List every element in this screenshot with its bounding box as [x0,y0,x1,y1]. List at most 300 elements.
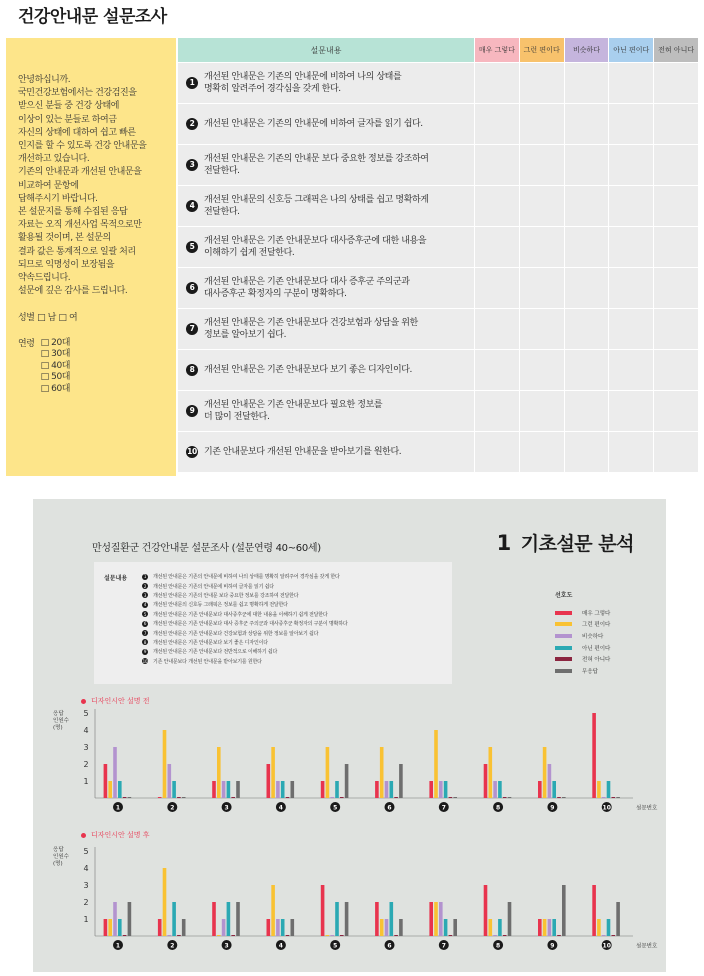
table-row [178,350,698,390]
question-summary-text: 개선된 안내문은 기존 안내문보다 대사 증후군 주의군과 대사증후군 확정자의 구분이 명확하다 [153,621,348,628]
chart-before [33,696,666,821]
question-text: 개선된 안내문은 기존의 안내문에 비하여 나의 상태를 명확히 알려주어 경각심을 갖게 한다. [204,72,402,95]
legend-swatch [555,611,572,615]
table-row [178,145,698,185]
bar [538,781,542,798]
table-row [178,391,698,431]
answer-cell[interactable] [475,104,519,144]
answer-cell[interactable] [520,186,564,226]
answer-cell[interactable] [565,145,609,185]
bar [104,919,108,936]
bar [489,747,493,798]
bar [592,885,596,936]
x-tick-label: 6 [387,804,392,812]
table-row [178,268,698,308]
intro-panel [6,38,176,476]
legend-label: 그런 편이다 [582,622,611,629]
answer-cell[interactable] [609,350,653,390]
answer-cell[interactable] [475,432,519,472]
answer-cell[interactable] [520,63,564,103]
bar [385,919,389,936]
question-text: 개선된 안내문은 기존 안내문보다 대사 증후군 주의군과 대사증후군 확정자의 구분이 명확하다. [204,277,410,300]
bar [172,902,176,936]
bar [390,781,394,798]
survey-table [178,38,698,472]
question-summary-text: 개선된 안내문은 기존의 안내문 보다 중요한 정보를 강조하여 전달한다 [153,592,299,599]
bar [592,713,596,798]
legend-label: 전혀 아니다 [582,657,611,664]
question-summary-number: 8 [143,639,147,645]
question-summary-text: 개선된 안내문은 기존의 안내문에 비하여 나의 상태를 명확히 알려주어 경각심을 갖게 한다 [153,574,340,581]
chart-legend [555,590,645,677]
question-text: 개선된 안내문은 기존 안내문보다 보기 좋은 디자인이다. [204,365,412,376]
bar [444,919,448,936]
question-summary-text: 개선된 안내문은 기존 안내문보다 보기 좋은 디자인이다 [153,639,268,646]
answer-cell[interactable] [654,227,698,267]
x-tick-label: 4 [278,942,283,950]
bar [597,781,601,798]
age-field [18,338,166,396]
bar [385,781,389,798]
legend-swatch [555,622,572,626]
bar [222,781,226,798]
question-cell [178,104,474,144]
answer-cell[interactable] [654,432,698,472]
answer-cell[interactable] [475,186,519,226]
x-tick-label: 8 [496,942,501,950]
question-summary-text: 개선된 안내문은 기존 안내문보다 대사증후군에 대한 내용을 이해하기 쉽게 전달한다 [153,611,328,618]
bar-zero [168,935,172,936]
bar-zero [449,797,453,798]
question-summary-number: 9 [143,649,147,655]
question-summary-number: 3 [143,592,147,598]
bar [552,781,556,798]
bar-zero [493,935,497,936]
y-tick-label: 2 [83,898,89,907]
bar-zero [286,797,290,798]
question-text: 개선된 안내문은 기존 안내문보다 건강보험과 상담을 위한 정보를 알아보기 쉽다. [204,318,418,341]
bar-zero [231,797,235,798]
answer-cell[interactable] [520,391,564,431]
question-summary-item [142,572,347,581]
question-number: 3 [186,159,198,171]
table-row [178,227,698,267]
bar-zero [340,935,344,936]
question-summary-number: 2 [143,583,147,589]
bar [380,747,384,798]
question-summary-text: 개선된 안내문은 기존 안내문보다 건강보험과 상담을 위한 정보를 알아보기 쉽다 [153,630,319,637]
answer-cell[interactable] [520,309,564,349]
question-summary-number: 5 [143,611,147,617]
legend-label: 무응답 [582,668,598,675]
panel-title: 만성질환군 건강안내문 설문조사 (설문연령 40~60세) [92,543,321,554]
answer-header-neutral: 비슷하다 [565,38,609,62]
question-summary-item [142,610,347,619]
x-tick-label: 9 [550,942,555,950]
question-cell [178,309,474,349]
bar [227,902,231,936]
bar-zero [177,797,181,798]
answer-cell[interactable] [475,350,519,390]
answer-cell[interactable] [654,186,698,226]
bar [548,919,552,936]
answer-cell[interactable] [475,268,519,308]
x-tick-label: 6 [387,942,392,950]
x-axis-label: 설문번호 [636,805,658,812]
analysis-panel [33,499,666,972]
bar [158,919,162,936]
bar [607,919,611,936]
bar [548,764,552,798]
age-option-50s[interactable]: □ 50대 [40,372,71,383]
bar-zero [503,797,507,798]
question-text: 기존 안내문보다 개선된 안내문을 받아보기를 원한다. [204,447,402,458]
bar [380,919,384,936]
answer-cell[interactable] [475,309,519,349]
answer-cell[interactable] [565,63,609,103]
bar [493,781,497,798]
legend-swatch [555,669,572,673]
bar [291,781,295,798]
answer-cell[interactable] [565,227,609,267]
bar [212,781,216,798]
bar-zero [612,935,616,936]
bar [222,919,226,936]
answer-cell[interactable] [654,268,698,308]
bar-zero [182,797,186,798]
answer-cell[interactable] [520,145,564,185]
y-tick-label: 5 [83,709,89,718]
answer-cell[interactable] [565,432,609,472]
legend-item [555,630,645,642]
answer-cell[interactable] [654,145,698,185]
bar [271,747,275,798]
bar [267,764,271,798]
chart-after-plot [33,830,666,960]
question-text: 개선된 안내문은 기존 안내문보다 대사증후군에 대한 내용을 이해하기 쉽게 전달한다. [204,236,427,259]
bar [118,919,122,936]
answer-cell[interactable] [609,63,653,103]
bar [399,919,403,936]
chart-after-title-text: 디자인시안 설명 후 [91,831,150,839]
bar-zero [217,935,221,936]
x-tick-label: 8 [496,804,501,812]
legend-item [555,607,645,619]
x-tick-label: 1 [115,804,121,812]
question-summary-number: 10 [142,658,148,664]
bar [375,902,379,936]
bar [439,781,443,798]
answer-cell[interactable] [609,186,653,226]
bar-zero [231,935,235,936]
answer-header-strongly-disagree: 전혀 아니다 [654,38,698,62]
bar [271,885,275,936]
legend-label: 비슷하다 [582,633,604,640]
bar [291,919,295,936]
bar [375,781,379,798]
bar [281,781,285,798]
answer-cell[interactable] [565,350,609,390]
question-summary-item [142,628,347,637]
question-cell [178,350,474,390]
survey-form [6,38,698,476]
legend-swatch [555,634,572,638]
bar [429,902,433,936]
answer-cell[interactable] [520,350,564,390]
question-summary-number: 1 [143,574,147,580]
answer-cell[interactable] [609,391,653,431]
gender-field[interactable] [18,312,166,325]
bar [182,919,186,936]
bar [538,919,542,936]
question-text: 개선된 안내문의 신호등 그래픽은 나의 상태를 쉽고 명확하게 전달한다. [204,195,429,218]
answer-cell[interactable] [520,104,564,144]
chart-after-ylabel: 응답 인원수 (명) [53,847,69,867]
question-number: 9 [186,405,198,417]
answer-cell[interactable] [609,432,653,472]
x-tick-label: 10 [602,942,611,950]
bar [484,764,488,798]
y-tick-label: 4 [83,726,89,735]
bar-zero [330,797,334,798]
bar [335,902,339,936]
bar [113,902,117,936]
age-option-40s[interactable]: □ 40대 [40,360,71,371]
legend-title: 선호도 [555,592,573,599]
legend-label: 아닌 편이다 [582,645,611,652]
answer-cell[interactable] [520,227,564,267]
answer-cell[interactable] [565,104,609,144]
answer-header-disagree: 아닌 편이다 [609,38,653,62]
bar [543,919,547,936]
question-cell [178,186,474,226]
bar [453,919,457,936]
bar [108,781,112,798]
bar [281,919,285,936]
answer-cell[interactable] [565,186,609,226]
x-tick-label: 4 [278,804,283,812]
table-header [178,38,698,62]
bar [267,919,271,936]
bar-zero [602,935,606,936]
table-row [178,104,698,144]
bar-zero [616,797,620,798]
age-option-30s[interactable]: □ 30대 [40,349,71,360]
answer-cell[interactable] [654,350,698,390]
answer-cell[interactable] [609,145,653,185]
answer-cell[interactable] [565,309,609,349]
question-summary-item [142,619,347,628]
answer-cell[interactable] [654,309,698,349]
bar [236,781,240,798]
answer-cell[interactable] [475,145,519,185]
x-tick-label: 9 [550,804,555,812]
bar-zero [394,797,398,798]
answer-cell[interactable] [520,432,564,472]
y-tick-label: 3 [83,743,89,752]
bar-zero [557,797,561,798]
bar-zero [508,797,512,798]
bar [434,902,438,936]
answer-cell[interactable] [475,227,519,267]
bar [484,885,488,936]
answer-cell[interactable] [565,391,609,431]
question-cell [178,145,474,185]
bar-zero [449,935,453,936]
question-cell [178,63,474,103]
question-number: 7 [186,323,198,335]
question-number: 2 [186,118,198,130]
question-summary-text: 개선된 안내문은 기존 안내문보다 전반적으로 이해하기 쉽다 [153,649,278,656]
question-summary-box [94,562,452,684]
bar-zero [177,935,181,936]
y-tick-label: 2 [83,760,89,769]
bar [489,919,493,936]
bar [104,764,108,798]
bar-zero [562,797,566,798]
question-cell [178,391,474,431]
bar [321,781,325,798]
x-tick-label: 2 [170,942,175,950]
bar-zero [128,797,132,798]
bar [552,919,556,936]
y-tick-label: 3 [83,881,89,890]
question-number: 1 [186,77,198,89]
bar-zero [453,797,457,798]
bar [217,747,221,798]
answer-cell[interactable] [475,63,519,103]
question-number: 4 [186,200,198,212]
bar [345,764,349,798]
x-tick-label: 7 [441,942,446,950]
table-row [178,63,698,103]
question-summary-label: 설문내용 [104,575,128,582]
bar [326,747,330,798]
x-tick-label: 10 [602,804,611,812]
chart-after [33,830,666,960]
legend-swatch [555,646,572,650]
x-tick-label: 7 [441,804,446,812]
age-label: 연령 [18,338,35,349]
bar-zero [503,935,507,936]
x-axis-label: 설문번호 [636,943,658,950]
bar [321,885,325,936]
question-number: 10 [187,447,197,457]
bar-zero [394,935,398,936]
y-tick-label: 5 [83,847,89,856]
question-summary-text: 개선된 안내문의 신호등 그래픽은 정보를 쉽고 명확하게 전달한다 [153,602,288,609]
answer-header-strongly-agree: 매우 그렇다 [475,38,519,62]
bar-zero [158,797,162,798]
answer-cell[interactable] [609,268,653,308]
bar-zero [330,935,334,936]
answer-cell[interactable] [565,268,609,308]
bar [335,781,339,798]
question-summary-item [142,638,347,647]
bar [236,902,240,936]
legend-item [555,642,645,654]
answer-cell[interactable] [609,104,653,144]
bar [498,919,502,936]
panel-heading-text: 기초설문 분석 [520,533,634,555]
y-tick-label: 1 [83,777,89,786]
answer-cell[interactable] [520,268,564,308]
x-tick-label: 5 [333,942,338,950]
page-title: 건강안내문 설문조사 [18,7,167,27]
question-summary-item [142,591,347,600]
panel-heading-number: 1 [496,531,511,555]
x-tick-label: 5 [333,804,338,812]
y-tick-label: 4 [83,864,89,873]
answer-cell[interactable] [654,63,698,103]
question-text: 개선된 안내문은 기존의 안내문에 비하여 글자를 읽기 쉽다. [204,119,423,130]
y-tick-label: 1 [83,915,89,924]
legend-label: 매우 그렇다 [582,610,611,617]
table-row [178,309,698,349]
bar [163,868,167,936]
bar [276,919,280,936]
bar [434,730,438,798]
x-tick-label: 3 [224,804,229,812]
age-option-20s[interactable]: □ 20대 [40,337,71,348]
answer-cell[interactable] [609,227,653,267]
question-summary-item [142,657,347,666]
bar [276,781,280,798]
question-cell [178,268,474,308]
bar [163,730,167,798]
bar [508,902,512,936]
question-number: 6 [186,282,198,294]
question-summary-text: 개선된 안내문은 기존의 안내문에 비하여 글자를 읽기 쉽다 [153,583,274,590]
bar [128,902,132,936]
x-tick-label: 1 [115,942,121,950]
answer-cell[interactable] [609,309,653,349]
question-cell [178,227,474,267]
bar [399,764,403,798]
intro-text: 안녕하십니까. 국민건강보험에서는 건강검진을 받으신 분들 중 건강 상태에 이상이 있는 분들로 하여금 자신의 상태에 대하여 쉽고 빠른 인지를 할 수 있도록 건강 안내문을 개선하고 있습니다. 기존의 안내문과 개선된 안내문을 비교하여 문항에 답해주시기 바랍니다. 본 설문지를 통해 수집된 응답 자료는 오직 개선사업 목적으로만 활용될 것이며, 본 설문의 결과 값은 통계적으로 일괄 처리 되므로 익명성이 보장됨을 약속드립니다. 설문에 깊은 감사를 드립니다. [18,75,147,297]
answer-cell[interactable] [654,391,698,431]
bar [390,902,394,936]
question-summary-item [142,647,347,656]
bar-zero [612,797,616,798]
bar [212,902,216,936]
age-option-60s[interactable]: □ 60대 [40,383,71,394]
bar [444,781,448,798]
bar [113,747,117,798]
bar [498,781,502,798]
bar [597,919,601,936]
gender-options[interactable]: □ 남 □ 여 [37,313,78,324]
bar [562,885,566,936]
answer-header-agree: 그런 편이다 [520,38,564,62]
legend-swatch [555,657,572,661]
legend-item [555,653,645,665]
bar-zero [123,797,127,798]
bar-zero [557,935,561,936]
bar-zero [123,935,127,936]
question-summary-number: 6 [143,621,147,627]
answer-cell[interactable] [475,391,519,431]
x-tick-label: 3 [224,942,229,950]
table-row [178,186,698,226]
question-summary-number: 4 [143,602,147,608]
bar [108,919,112,936]
bar [543,747,547,798]
question-summary-text: 기존 안내문보다 개선된 안내문을 받아보기를 원한다 [153,658,262,665]
bar-zero [326,935,330,936]
answer-cell[interactable] [654,104,698,144]
bar [168,764,172,798]
